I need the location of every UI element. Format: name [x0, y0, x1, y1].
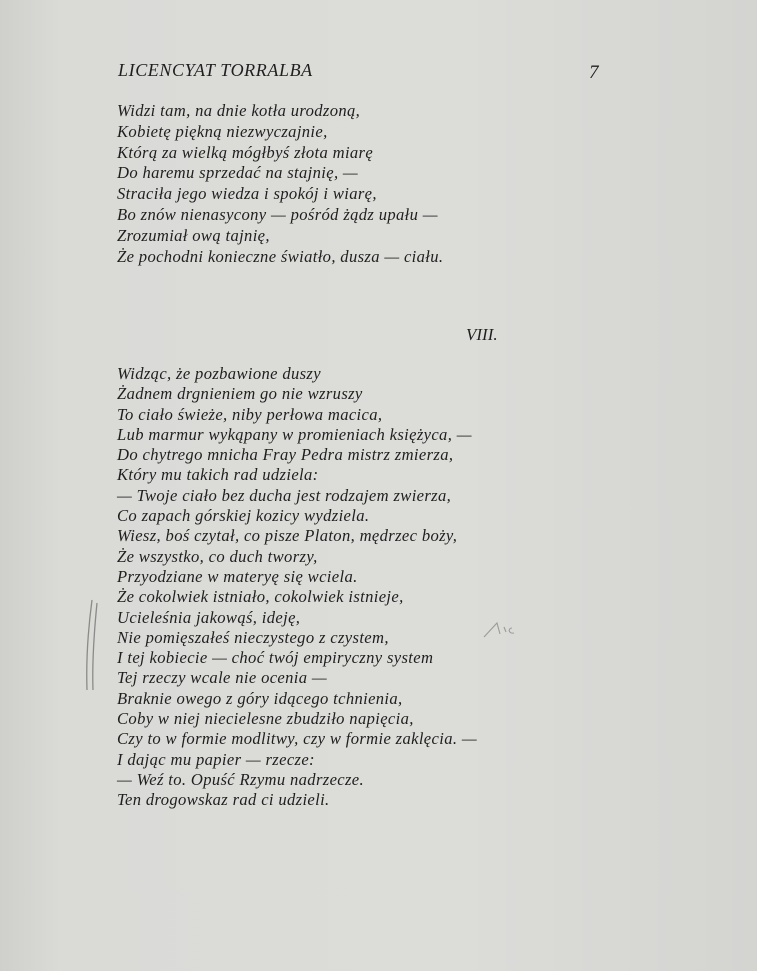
verse-line: Do chytrego mnicha Fray Pedra mistrz zmierza, — [117, 445, 454, 465]
verse-line: Widzi tam, na dnie kotła urodzoną, — [117, 101, 361, 120]
verse-line: Widząc, że pozbawione duszy — [117, 364, 321, 383]
verse-line: Przyodziane w materyę się wciela. — [117, 566, 358, 586]
verse-line: Kobietę piękną niezwyczajnie, — [117, 121, 328, 141]
verse-line: Coby w niej niecielesne zbudziło napięcia, — [117, 709, 414, 729]
verse-line: To ciało świeże, niby perłowa macica, — [117, 404, 383, 424]
margin-line-mark — [87, 600, 97, 690]
verse-line: Że cokolwiek istniało, cokolwiek istnieje, — [117, 587, 404, 607]
verse-line: Nie pomięszałeś nieczystego z czystem, — [117, 627, 389, 647]
verse-line: Ten drogowskaz rad ci udzieli. — [117, 790, 330, 810]
verse-line: Ucieleśnia jakowąś, ideję, — [117, 607, 301, 627]
verse-line: — Weź to. Opuść Rzymu nadrzecze. — [117, 769, 365, 789]
page-number: 7 — [589, 62, 599, 83]
verse-line: Czy to w formie modlitwy, czy w formie zaklęcia. — — [117, 729, 477, 749]
verse-line: Wiesz, boś czytał, co pisze Platon, mędrzec boży, — [117, 526, 458, 546]
section-heading: VIII. — [466, 325, 498, 344]
running-header: LICENCYAT TORRALBA — [118, 60, 313, 80]
verse-line: Tej rzeczy wcale nie ocenia — — [117, 668, 328, 688]
verse-line: — Twoje ciało bez ducha jest rodzajem zwierza, — [117, 485, 452, 505]
verse-line: I tej kobiecie — choć twój empiryczny system — [117, 648, 434, 668]
verse-line: Braknie owego z góry idącego tchnienia, — [117, 688, 403, 708]
verse-line: Żadnem drgnieniem go nie wzruszy — [117, 384, 363, 404]
verse-line: I dając mu papier — rzecze: — [117, 749, 315, 769]
verse-line: Straciła jego wiedza i spokój i wiarę, — [117, 184, 377, 204]
verse-line: Lub marmur wykąpany w promieniach księżyca, — — [117, 424, 472, 444]
verse-line: Że pochodni konieczne światło, dusza — ciału. — [117, 246, 444, 266]
verse-line: Bo znów nienasycony — pośród żądz upału — — [117, 204, 438, 224]
verse-line: Że wszystko, co duch tworzy, — [117, 546, 318, 566]
handwritten-mark — [484, 623, 514, 637]
verse-line: Zrozumiał ową tajnię, — [117, 225, 270, 245]
verse-line: Co zapach górskiej kozicy wydziela. — [117, 506, 370, 526]
verse-line: Do haremu sprzedać na stajnię, — — [117, 163, 359, 183]
verse-line: Którą za wielką mógłbyś złota miarę — [117, 142, 374, 162]
verse-line: Który mu takich rad udziela: — [117, 465, 319, 485]
